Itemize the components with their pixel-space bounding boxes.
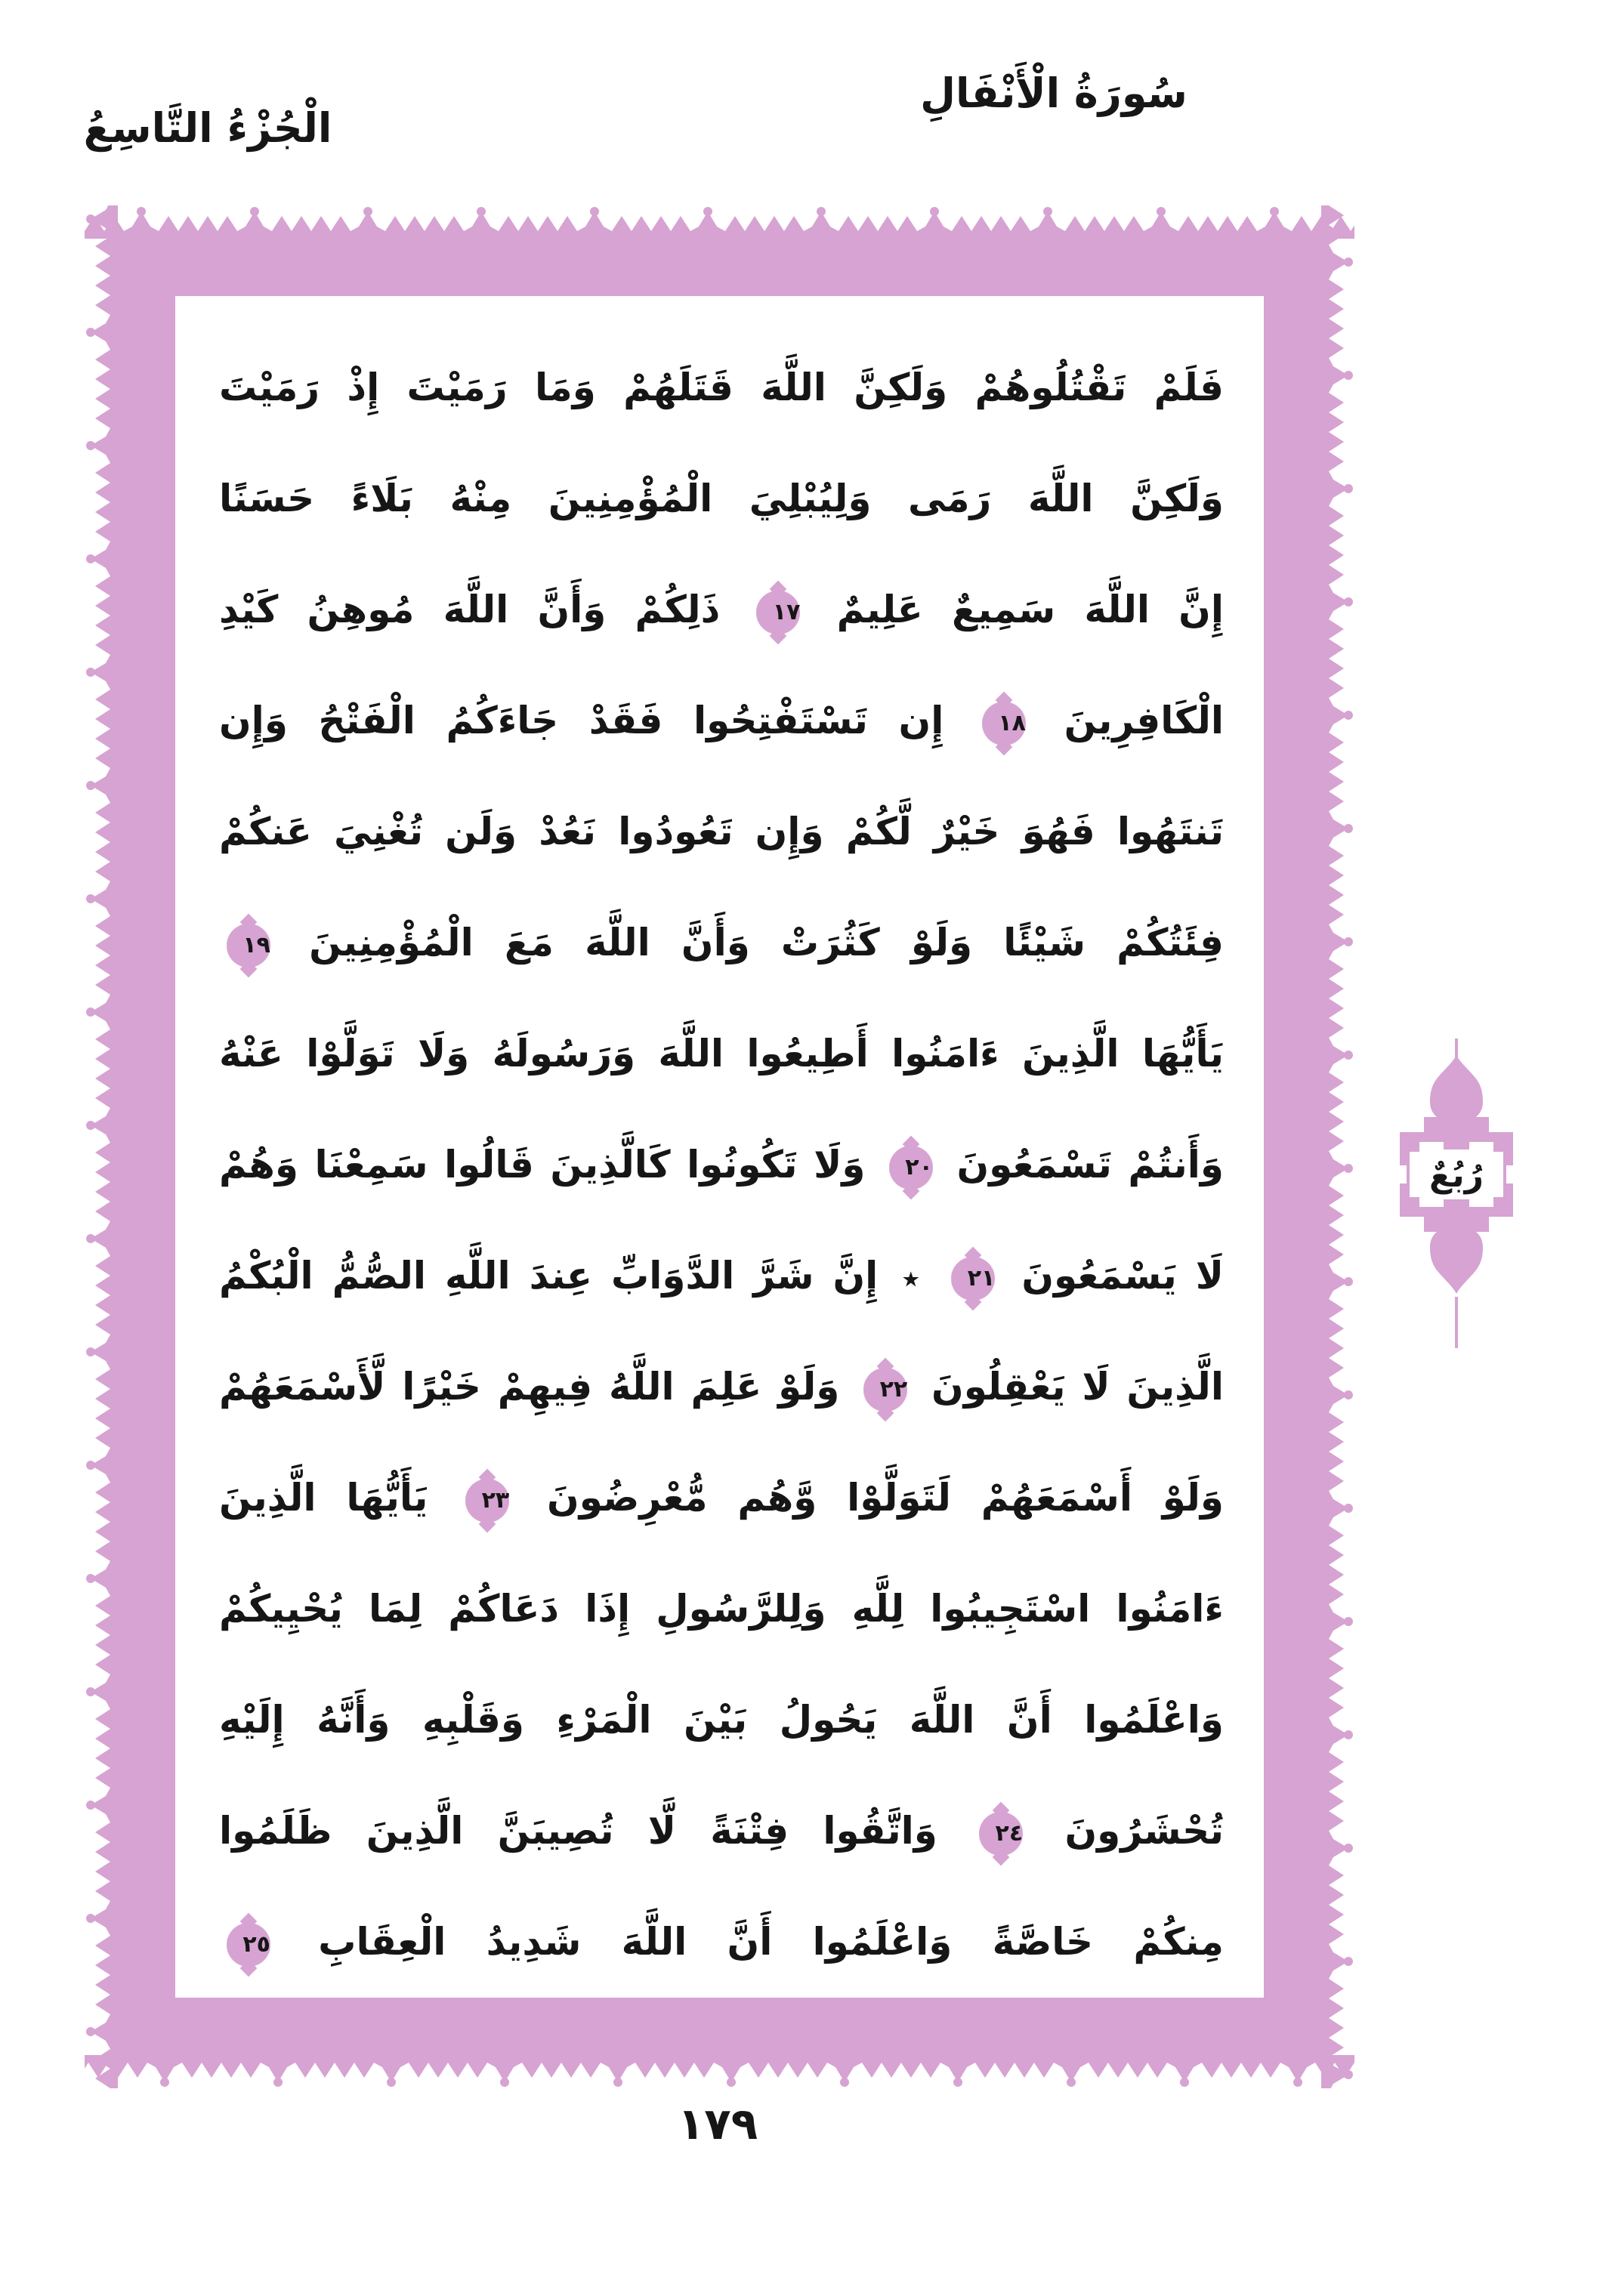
quran-line: [219, 776, 1224, 887]
verse-number: ١٨: [998, 709, 1026, 736]
verse-end-marker-icon: [979, 1795, 1023, 1873]
verse-number: ٢٤: [995, 1819, 1024, 1847]
quran-line: [219, 1221, 1224, 1332]
verse-end-marker-icon: [465, 1461, 509, 1540]
juz-title: الْجُزْءُ التَّاسِعُ: [83, 104, 332, 152]
verse-text: يَأَيُّهَا الَّذِينَ ءَامَنُوا أَطِيعُوا اللَّهَ وَرَسُولَهُ وَلَا تَوَلَّوْا عَنْهُ: [219, 1032, 1224, 1075]
verse-text: الَّذِينَ لَا يَعْقِلُونَ: [931, 1365, 1224, 1409]
verse-text: يَأَيُّهَا الَّذِينَ: [219, 1476, 428, 1520]
rub-dome-top: [1430, 1055, 1483, 1123]
quran-line: [219, 887, 1224, 998]
rub-dome-bottom: [1430, 1226, 1483, 1294]
rub-notch: [1506, 1165, 1513, 1183]
quran-line: [219, 443, 1224, 554]
verse-text: ذَلِكُمْ وَأَنَّ اللَّهَ مُوهِنُ كَيْدِ: [219, 588, 721, 631]
rub-collar-top: [1424, 1117, 1489, 1132]
verse-end-marker-icon: [951, 1239, 995, 1318]
rub-notch: [1410, 1142, 1419, 1152]
quran-line: [219, 1443, 1224, 1554]
verse-end-marker-icon: [863, 1350, 907, 1429]
rub-notch: [1400, 1165, 1407, 1183]
quran-line: [219, 665, 1224, 776]
quran-line: [219, 998, 1224, 1109]
verse-text: إِنَّ شَرَّ الدَّوَابِّ عِندَ اللَّهِ الصُّمُّ الْبُكْمُ: [219, 1254, 879, 1298]
quran-line: [219, 1554, 1224, 1665]
verse-text: وَلَا تَكُونُوا كَالَّذِينَ قَالُوا سَمِعْنَا وَهُمْ: [219, 1143, 866, 1187]
verse-text: إِنَّ اللَّهَ سَمِيعٌ عَلِيمٌ: [836, 588, 1224, 631]
verse-text: وَلَوْ عَلِمَ اللَّهُ فِيهِمْ خَيْرًا لَّأَسْمَعَهُمْ: [219, 1365, 840, 1409]
verse-end-marker-icon: [227, 1906, 270, 1984]
border-crown-top: [85, 205, 1354, 239]
quran-line: [219, 332, 1224, 443]
verse-number: ١٧: [772, 598, 801, 625]
quran-line: [219, 1665, 1224, 1776]
verse-number: ١٩: [242, 931, 270, 958]
verse-text: الْكَافِرِينَ: [1064, 699, 1224, 742]
verse-number: ٢٠: [905, 1153, 933, 1180]
quran-line: [219, 1887, 1224, 1998]
quran-lines: [219, 332, 1224, 1998]
rub-el-hizb-star-icon: ٭: [901, 1258, 921, 1298]
quran-line: [219, 1776, 1224, 1887]
verse-number: ٢٥: [242, 1930, 270, 1958]
verse-text: فَلَمْ تَقْتُلُوهُمْ وَلَكِنَّ اللَّهَ قَتَلَهُمْ وَمَا رَمَيْتَ إِذْ رَمَيْتَ: [219, 366, 1224, 409]
verse-text: فِئَتُكُمْ شَيْئًا وَلَوْ كَثُرَتْ وَأَنَّ اللَّهَ مَعَ الْمُؤْمِنِينَ: [309, 921, 1224, 964]
page-number: ١٧٩: [677, 2098, 758, 2149]
rub-stem-bottom: [1455, 1297, 1458, 1348]
verse-text: مِنكُمْ خَاصَّةً وَاعْلَمُوا أَنَّ اللَّهَ شَدِيدُ الْعِقَابِ: [318, 1920, 1224, 1964]
verse-text: وَلَكِنَّ اللَّهَ رَمَى وَلِيُبْلِيَ الْمُؤْمِنِينَ مِنْهُ بَلَاءً حَسَنًا: [219, 477, 1224, 520]
verse-end-marker-icon: [227, 906, 270, 985]
verse-text: وَاتَّقُوا فِتْنَةً لَّا تُصِيبَنَّ الَّذِينَ ظَلَمُوا: [219, 1809, 937, 1853]
quran-line: [219, 1332, 1224, 1443]
verse-number: ٢١: [967, 1264, 996, 1292]
verse-end-marker-icon: [982, 684, 1026, 763]
verse-text: تَنتَهُوا فَهُوَ خَيْرٌ لَّكُمْ وَإِن تَعُودُوا نَعُدْ وَلَن تُغْنِيَ عَنكُمْ: [219, 810, 1224, 853]
verse-text: وَأَنتُمْ تَسْمَعُونَ: [956, 1143, 1224, 1187]
border-crown-right: [1321, 205, 1354, 2088]
verse-text: تُحْشَرُونَ: [1064, 1809, 1224, 1853]
verse-text: ءَامَنُوا اسْتَجِيبُوا لِلَّهِ وَلِلرَّسُولِ إِذَا دَعَاكُمْ لِمَا يُحْيِيكُمْ: [219, 1587, 1224, 1631]
border-crown-left: [85, 205, 118, 2088]
verse-end-marker-icon: [756, 573, 800, 652]
rub-notch: [1444, 1199, 1469, 1207]
rub-notch: [1444, 1142, 1469, 1150]
verse-text: وَلَوْ أَسْمَعَهُمْ لَتَوَلَّوْا وَّهُم مُّعْرِضُونَ: [547, 1476, 1224, 1520]
verse-text: لَا يَسْمَعُونَ: [1021, 1254, 1224, 1298]
verse-number: ٢٣: [481, 1486, 510, 1514]
border-crown-bottom: [85, 2055, 1354, 2088]
verse-number: ٢٢: [879, 1375, 908, 1403]
rub-notch: [1493, 1142, 1503, 1152]
rub-notch: [1410, 1197, 1419, 1207]
verse-text: وَاعْلَمُوا أَنَّ اللَّهَ يَحُولُ بَيْنَ الْمَرْءِ وَقَلْبِهِ وَأَنَّهُ إِلَيْهِ: [219, 1698, 1224, 1742]
surah-title: سُورَةُ الْأَنْفَالِ: [920, 69, 1188, 117]
rub-notch: [1493, 1197, 1503, 1207]
verse-end-marker-icon: [889, 1128, 933, 1207]
quran-line: [219, 1109, 1224, 1221]
rub-label: رُبُعٌ: [1429, 1156, 1484, 1195]
verse-text: إِن تَسْتَفْتِحُوا فَقَدْ جَاءَكُمُ الْفَتْحُ وَإِن: [219, 699, 944, 742]
quran-line: [219, 554, 1224, 665]
rub-marker-ornament: [1400, 1038, 1513, 1348]
